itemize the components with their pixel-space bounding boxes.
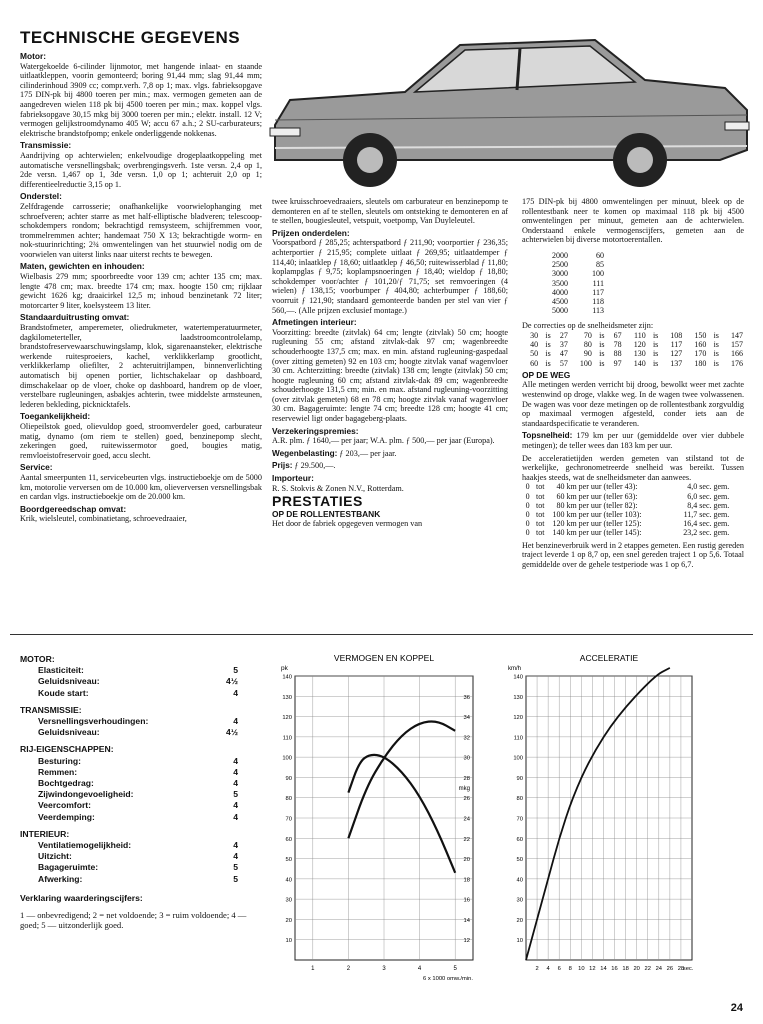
right-tick-label: 36 (463, 694, 470, 701)
table-cell: 108 (670, 330, 683, 340)
table-cell: 140 (552, 528, 565, 538)
y-tick-label: 120 (513, 715, 523, 722)
weg-text: Alle metingen werden verricht bij droog, bewolkt weer met zachte westenwind op droge, vlakke weg. In de wagen twee volwassenen. De wagen was voor deze metingen op de rollentestbank zorgvuldig op maximaal vermogen afgesteld, conder iets aan de standaardspecificatie te veranderen. (522, 380, 744, 428)
table-cell: 70 (583, 330, 592, 340)
table-cell: 120 (633, 340, 646, 350)
table-cell: 90 (583, 349, 592, 359)
table-cell: 117 (670, 340, 683, 350)
table-cell: 160 (694, 340, 707, 350)
left-tick-label: 60 (285, 836, 292, 843)
x-tick-label: 1 (311, 966, 315, 972)
rating-label: Veercomfort: (38, 800, 92, 811)
x-tick-label: 28 (677, 966, 685, 972)
table-cell: 130 (633, 349, 646, 359)
section-text: Voorspatbord ƒ 285,25; achterspatbord ƒ 211,90; voorportier ƒ 236,35; achterportier ƒ 215,95; complete uitlaat ƒ 269,95; uitlaatdemper ƒ 114,40; inlaatklep ƒ 18,60; uitlaatklep ƒ 46,50; ruitewisserblad ƒ 11,80; koplampglas ƒ 9,75; koplampsnoeringen ƒ 18,40; wieldop ƒ 18,80; schokdemper voor/achter ƒ 101,20/ƒ 71,75; set remvoeringen (4 wielen) ƒ 138,15; voorbumper ƒ 404,80; achterbumper ƒ 188,60; voorruit ƒ 121,90; standaard gemonteerde banden per stel van vier ƒ 560,—. (Alle prijzen exclusief montage.) (272, 238, 508, 315)
chart-title: VERMOGEN EN KOPPEL (333, 653, 435, 663)
table-row (522, 528, 744, 537)
table-cell: sec. gem. (699, 509, 730, 519)
table-cell: is (713, 349, 719, 359)
spec-column-2 (272, 197, 508, 632)
table-cell: is (545, 330, 551, 340)
rating-row (20, 767, 252, 778)
table-row (552, 260, 628, 269)
table-cell: 111 (592, 278, 604, 288)
rating-label: Versnellingsverhoudingen: (38, 716, 149, 727)
weg-heading: OP DE WEG (522, 369, 571, 380)
section-heading: Standaarduitrusting omvat: (20, 312, 130, 323)
x-tick-label: 10 (578, 966, 585, 972)
table-cell: 0 (525, 509, 530, 519)
acceleration-curve (526, 668, 670, 960)
rating-label: Bochtgedrag: (38, 778, 94, 789)
col2-section: Wegenbelasting: ƒ 203,— per jaar. (272, 448, 397, 458)
fuel-text: Het benzineverbruik werd in 2 etappes gemeten. Een rustig gereden traject leverde 1 op 8,7 op, een snel gereden traject 1 op 5,6. Totaal gemiddelde over de gehele testperiode was 1 op 6,7. (522, 540, 744, 569)
section-heading: Motor: (20, 52, 47, 61)
table-cell: 100 (552, 509, 565, 519)
table-cell: sec. gem. (699, 500, 730, 510)
table-cell: is (713, 330, 719, 340)
table-cell: 120 (552, 519, 565, 529)
table-cell: is (652, 349, 659, 359)
rating-value: 4½ (226, 676, 238, 687)
rating-label: Uitzicht: (38, 851, 72, 862)
table-cell: 4500 (552, 296, 568, 306)
table-cell: 157 (731, 340, 743, 350)
table-cell: 8,4 (687, 500, 698, 510)
table-cell: tot (536, 509, 545, 519)
table-cell: 40 (556, 482, 565, 492)
legend-text: 1 — onbevredigend; 2 = net voldoende; 3 = ruim voldoende; 4 — goed; 5 — uitzonderlijk goed. (20, 910, 247, 931)
rating-value: 4½ (226, 727, 238, 738)
table-row (552, 279, 628, 288)
x-tick-label: 18 (622, 966, 629, 972)
prestaties-text: Het door de fabriek opgegeven vermogen van (272, 519, 423, 529)
table-cell: km per uur (teller 63): (566, 491, 638, 501)
table-cell: 88 (613, 349, 622, 359)
table-row (522, 340, 744, 349)
left-tick-label: 40 (285, 877, 292, 884)
table-cell: 4,0 (687, 482, 698, 492)
table-row (522, 510, 744, 519)
table-cell: 3000 (552, 269, 568, 279)
table-row (552, 251, 628, 260)
table-cell: km per uur (teller 82): (566, 500, 638, 510)
car-photo (265, 20, 755, 195)
table-cell: is (599, 358, 605, 368)
table-cell: sec. gem. (699, 491, 730, 501)
table-cell: 78 (613, 340, 622, 350)
table-row (522, 482, 744, 491)
table-cell: 80 (556, 500, 565, 510)
table-cell: 2500 (552, 260, 568, 270)
table-cell: 16,4 (683, 519, 698, 529)
x-tick-label: 5 (453, 966, 457, 972)
legend-title: Verklaring waarderingscijfers: (20, 892, 143, 903)
section-heading: Importeur: (272, 473, 314, 484)
rating-row (20, 688, 252, 699)
correction-table (522, 331, 744, 368)
y-tick-label: 90 (516, 775, 523, 782)
right-tick-label: 24 (463, 816, 470, 823)
table-cell: 0 (525, 491, 530, 501)
y-tick-label: 60 (516, 836, 523, 843)
table-row (522, 519, 744, 528)
table-cell: tot (536, 519, 545, 529)
rating-group-heading: TRANSMISSIE: (20, 704, 82, 715)
left-tick-label: 20 (285, 917, 292, 924)
rating-row (20, 716, 252, 727)
section-text: Aantal smeerpunten 11, servicebeurten vlgs. instructieboekje om de 5000 km, motorolie verversen om de 10.000 km, olieverversen versnellingsbak en cardan vlgs. instructieboekje om de 20.000 km. (20, 472, 262, 502)
rating-value: 5 (233, 862, 238, 873)
rating-group-heading: RIJ-EIGENSCHAPPEN: (20, 744, 114, 755)
prestaties-subheading: OP DE ROLLENTESTBANK (272, 508, 381, 519)
x-tick-label: 8 (568, 966, 572, 972)
table-cell: 0 (525, 519, 530, 529)
x-tick-label: 14 (600, 966, 607, 972)
table-cell: km per uur (teller 103): (566, 509, 642, 519)
section-heading: Verzekeringspremies: (272, 425, 359, 436)
right-tick-label: 26 (463, 796, 470, 803)
table-cell: 180 (694, 358, 707, 368)
right-tick-label: 28 (463, 775, 470, 782)
top-speed-heading: Topsnelheid: (522, 431, 573, 441)
table-cell: 117 (592, 287, 604, 297)
table-cell: 60 (556, 491, 565, 501)
table-row (552, 269, 628, 278)
table-cell: 0 (525, 482, 530, 492)
right-tick-label: 16 (463, 897, 470, 904)
rating-value: 5 (233, 789, 238, 800)
rating-label: Bagageruimte: (38, 862, 99, 873)
rating-value: 4 (233, 811, 238, 822)
rating-label: Veerdemping: (38, 811, 95, 822)
rating-value: 4 (233, 755, 238, 766)
table-cell: is (545, 349, 551, 359)
rating-value: 5 (233, 665, 238, 676)
table-cell: is (599, 330, 605, 340)
table-cell: tot (536, 482, 545, 492)
ratings-panel (20, 648, 252, 930)
rating-row (20, 851, 252, 862)
table-row (522, 501, 744, 510)
rating-value: 4 (233, 800, 238, 811)
table-cell: 37 (559, 340, 568, 350)
rating-row (20, 874, 252, 885)
section-heading: Toegankelijkheid: (20, 411, 91, 422)
left-axis-label: pk (281, 665, 288, 672)
power-table (552, 251, 628, 315)
x-tick-label: 2 (535, 966, 539, 972)
y-tick-label: 70 (516, 816, 523, 823)
section-text: twee kruisschroevedraaiers, sleutels om carburateur en benzinepomp te demonteren en af te stellen, sleutels om ontsteking te demonteren en af te stellen, bougiesleutel, vetspuit, voetpomp, Van Duyleleutel. (272, 197, 508, 226)
table-cell: 80 (583, 340, 592, 350)
rating-value: 4 (233, 766, 238, 777)
rating-label: Geluidsniveau: (38, 676, 100, 687)
table-cell: tot (536, 491, 545, 501)
dyno-intro: 175 DIN-pk bij 4800 omwentelingen per minuut, bleek op de rollentestbank neer te komen op maximaal 118 pk bij 4500 omwentelingen per minuut, gemeten aan de achterwielen. Onderstaand enkele vermogenscijfers, gemeten aan de achterwielen bij diverse motortoerentallen. (522, 197, 744, 245)
table-cell: 113 (592, 306, 604, 316)
section-heading: Transmissie: (20, 140, 72, 151)
y-tick-label: 110 (513, 735, 523, 742)
prestaties-heading: PRESTATIES (272, 493, 363, 510)
section-text: Krik, wielsleutel, combinatietang, schroevedraaier, (20, 514, 187, 524)
table-cell: km per uur (teller 125): (566, 519, 642, 529)
table-cell: 5000 (552, 306, 568, 316)
chart-title: ACCELERATIE (579, 653, 639, 663)
table-cell: 176 (731, 358, 743, 368)
x-tick-label: 20 (633, 966, 640, 972)
table-cell: 60 (596, 250, 604, 260)
table-row (552, 288, 628, 297)
table-cell: tot (536, 528, 545, 538)
left-tick-label: 140 (282, 674, 292, 681)
right-tick-label: 30 (463, 755, 470, 762)
y-tick-label: 20 (516, 917, 523, 924)
table-row (522, 349, 744, 358)
left-tick-label: 80 (285, 796, 292, 803)
y-tick-label: 30 (516, 897, 523, 904)
table-cell: 137 (670, 358, 683, 368)
x-tick-label: 26 (666, 966, 674, 972)
table-cell: 127 (670, 349, 683, 359)
x-tick-label: 22 (644, 966, 651, 972)
y-tick-label: 10 (516, 938, 523, 945)
rating-label: Remmen: (38, 766, 78, 777)
table-cell: 47 (559, 349, 568, 359)
left-tick-label: 10 (285, 938, 292, 945)
table-cell: sec. gem. (699, 482, 730, 492)
table-cell: km per uur (teller 43): (566, 482, 638, 492)
rating-value: 4 (233, 840, 238, 851)
table-cell: is (599, 340, 605, 350)
x-tick-label: 12 (589, 966, 596, 972)
rating-label: Besturing: (38, 755, 81, 766)
rating-group-heading: MOTOR: (20, 654, 55, 664)
col2-section: Prijs: ƒ 29.500,—. (272, 461, 336, 471)
table-cell: is (713, 358, 719, 368)
table-cell: 40 (530, 340, 539, 350)
rating-row (20, 778, 252, 789)
table-cell: 170 (694, 349, 707, 359)
y-tick-label: 130 (513, 694, 523, 701)
rating-label: Afwerking: (38, 873, 83, 884)
power-curve (348, 721, 455, 838)
rating-value: 5 (233, 873, 238, 884)
rating-value: 4 (233, 716, 238, 727)
table-cell: 60 (530, 358, 539, 368)
rating-row (20, 840, 252, 851)
section-text: Zelfdragende carrosserie; onafhankelijke voorwielophanging met schroefveren; achter starre as met half-elliptische bladveren; telescoop-schokdempers rondom; bekrachtigd remsysteem, schijfremmen voor, trommelremmen achter; handemaat 750 X 13; bekrachtigde worm- en nok-stuurinrichting; 2¾ omwentelingen van het stuurwiel nodig om de voorwielen van uiterst links naar uiterst rechts te bewegen. (20, 201, 262, 259)
left-tick-label: 100 (282, 755, 292, 762)
table-cell: 110 (633, 330, 646, 340)
table-cell: 85 (596, 260, 604, 270)
table-cell: 4000 (552, 287, 568, 297)
table-cell: 0 (525, 528, 530, 538)
table-cell: 150 (694, 330, 707, 340)
x-tick-label: 4 (546, 966, 550, 972)
table-cell: sec. gem. (699, 519, 730, 529)
table-cell: 6,0 (687, 491, 698, 501)
rating-row (20, 665, 252, 676)
x-axis-label: sec. (682, 966, 694, 972)
section-heading: Service: (20, 462, 53, 473)
power-torque-chart (255, 648, 510, 988)
left-tick-label: 90 (285, 775, 292, 782)
torque-curve (348, 755, 455, 873)
y-tick-label: 50 (516, 857, 523, 864)
rating-row (20, 862, 252, 873)
left-tick-label: 70 (285, 816, 292, 823)
right-tick-label: 18 (463, 877, 470, 884)
y-tick-label: 140 (513, 674, 523, 681)
table-cell: 50 (530, 349, 539, 359)
section-text: Watergekoelde 6-cilinder lijnmotor, met hangende inlaat- en staande uitlaatkleppen, voorin gemonteerd; boring 91,44 mm; slag 91,44 mm; cilinderinhoud 3909 cc; compr.verh. 7,8 op 1; max. vlgs. fabrieksopgave 175 DIN-pk bij 4800 toeren per min.; max. vermogen gemeten aan de aangedreven wielen 118 pk bij 4500 toeren per min.; max. koppel vlgs. fabrieksopgave 30,15 mkg bij 3000 toeren per min.; elektr. install. 12 V; vermogen gelijkstroomdynamo 405 W; accu 67 a.h.; 2 SU-carburateurs; elektrische brandstofpomp; enkele onderliggende nokkenas. (20, 61, 262, 138)
right-tick-label: 14 (463, 917, 470, 924)
y-tick-label: 40 (516, 877, 523, 884)
rating-label: Elasticiteit: (38, 665, 84, 676)
table-cell: 166 (731, 349, 743, 359)
section-text: Oliepeilstok goed, olievuldop goed, stroomverdeler goed, carburateur matig, dynamo (om riem te stellen) goed, benzinepomp slecht, zekeringen goed, ruitewissermotor goed, bougies matig, remvloeistofreservoir goed, accu slecht. (20, 421, 262, 460)
acceleration-chart (502, 648, 732, 988)
page-title: TECHNISCHE GEGEVENS (20, 28, 241, 47)
table-cell: is (652, 358, 659, 368)
section-text: R. S. Stokvis & Zonen N.V., Rotterdam. (272, 483, 404, 493)
y-axis-label: km/h (508, 666, 522, 672)
table-cell: 0 (525, 500, 530, 510)
rating-value: 4 (233, 687, 238, 698)
table-cell: 3500 (552, 278, 568, 288)
section-heading: Prijs: (272, 461, 293, 471)
table-cell: is (545, 340, 551, 350)
table-cell: is (545, 358, 551, 368)
table-cell: 27 (559, 330, 568, 340)
rating-row (20, 727, 252, 738)
table-row (522, 359, 744, 368)
table-cell: is (652, 330, 659, 340)
section-heading: Boordgereedschap omvat: (20, 503, 127, 514)
rating-row (20, 676, 252, 687)
acceleration-text: De acceleratietijden werden gemeten van stilstand tot de werkelijke, gechronometreerde snelheid was bereikt. Tussen haakjes steeds, wat de snelheidsmeter dan aanwees. (522, 453, 744, 482)
left-tick-label: 30 (285, 897, 292, 904)
section-text: A.R. plm. ƒ 1640,— per jaar; W.A. plm. ƒ 500,— per jaar (Europa). (272, 436, 495, 446)
rating-label: Ventilatiemogelijkheid: (38, 840, 132, 851)
rating-row (20, 789, 252, 800)
rating-value: 4 (233, 778, 238, 789)
table-cell: is (599, 349, 605, 359)
table-cell: 11,7 (683, 509, 698, 519)
correction-title: De correcties op de snelheidsmeter zijn: (522, 321, 654, 331)
x-tick-label: 6 (557, 966, 561, 972)
right-tick-label: 34 (463, 715, 470, 722)
x-tick-label: 24 (655, 966, 663, 972)
table-cell: 57 (559, 358, 568, 368)
left-tick-label: 50 (285, 857, 292, 864)
section-heading: Wegenbelasting: (272, 448, 338, 458)
rating-label: Zijwindongevoeligheid: (38, 789, 134, 800)
table-row (522, 492, 744, 501)
table-row (552, 297, 628, 306)
acceleration-table (522, 482, 744, 537)
spec-column-1 (20, 52, 262, 632)
section-text: Wielbasis 279 mm; spoorbreedte voor 139 cm; achter 135 cm; max. lengte 478 cm; max. breedte 174 cm; max. hoogte 150 cm; rijklaar gewicht 1626 kg; draaicirkel 12,5 m; inhoud benzinetank 72 liter; motorcarter 9 liter, koelsysteem 13 liter. (20, 272, 262, 310)
rating-label: Geluidsniveau: (38, 727, 100, 738)
section-divider (10, 634, 753, 635)
rating-row (20, 812, 252, 823)
right-tick-label: 20 (463, 857, 470, 864)
table-cell: 67 (613, 330, 622, 340)
section-heading: Prijzen onderdelen: (272, 227, 350, 238)
section-text: Brandstofmeter, amperemeter, oliedrukmeter, watertemperatuurmeter, dagkilometerteller, laadstroomcontrolelamp, brandstofreservewaarschuwingslamp, klok, sigarenaansteker, elektrische werkende ruitesproeiers, kachel, verklikkerlamp grootlicht, verklikkerlamp oliefilter, 2 achteruitrijlampen, binnenverlichting automatisch bij openen portier, lichtschakelaar op dashboard, dimschakelaar op de vloer, choke op dashboard, handrem op de vloer, verstelbare rugleuningen, asbakjes achterin, twee middelste armsteunen, lederen bekleding, picknicktafels. (20, 323, 262, 409)
rating-group-heading: INTERIEUR: (20, 828, 70, 839)
x-tick-label: 4 (417, 966, 422, 972)
table-cell: 30 (530, 330, 539, 340)
rating-row (20, 756, 252, 767)
table-row (522, 331, 744, 340)
x-tick-label: 3 (382, 966, 386, 972)
table-cell: km per uur (teller 145): (566, 528, 642, 538)
table-cell: 147 (731, 330, 743, 340)
section-text: Aandrijving op achterwielen; enkelvoudige drogeplaatkoppeling met automatische versnellingsbak; overbrengingsverh. 1ste versn. 2,4 op 1, 2de versn. 1,467 op 1, 3de versn. 1,0 op 1; achteruit 2,0 op 1; differentieelreductie 3,15 op 1. (20, 150, 262, 189)
left-tick-label: 130 (282, 694, 292, 701)
table-cell: is (713, 340, 719, 350)
section-text: Voorzitting: breedte (zitvlak) 64 cm; lengte (zitvlak) 50 cm; hoogte rugleuning 55 cm; afstand zitvlak-dak 97 cm; wagenbreedte schouderhoogte 137,5 cm; max. en min. afstand rugleuning-gaspedaal (over zitting gemeten) 92 en 103 cm; hoogte zitvlak vanaf wagenvloer 30 cm. Achterzitting: breedte (zitvlak) 138 cm; lengte (zitvlak) 50 cm; hoogte rugleuning 60 cm; afstand zitvlak-dak 89 cm; wagenbreedte schouderhoogte 131,5 cm; min. en max. afstand rugleuning-voorzitting (over zitvlak gemeten) 68 en 78 cm; hoogte zitvlak vanaf wagenvloer 30 cm. Bagageruimte: lengte 74 cm; breedte 128 cm; hoogte 41 cm; reservewiel ligt onder bagageberg-plaats. (272, 327, 508, 424)
section-heading: Onderstel: (20, 191, 62, 202)
top-speed: Topsnelheid: 179 km per uur (gemiddelde over vier dubbele metingen); de teller wees dan 183 km per uur. (522, 431, 744, 450)
page-number: 24 (730, 1002, 743, 1014)
table-cell: 100 (579, 358, 592, 368)
section-heading: Afmetingen interieur: (272, 317, 357, 328)
right-tick-label: 32 (463, 735, 470, 742)
left-tick-label: 110 (282, 735, 292, 742)
table-cell: 140 (633, 358, 646, 368)
left-tick-label: 120 (282, 715, 292, 722)
table-cell: 23,2 (683, 528, 698, 538)
rating-row (20, 800, 252, 811)
table-cell: sec. gem. (699, 528, 730, 538)
x-tick-label: 16 (611, 966, 618, 972)
section-heading: Maten, gewichten en inhouden: (20, 261, 145, 272)
table-cell: 100 (592, 269, 604, 279)
table-cell: 118 (592, 296, 604, 306)
rating-label: Koude start: (38, 687, 89, 698)
right-axis-label: mkg (458, 786, 470, 793)
table-row (552, 306, 628, 315)
right-tick-label: 22 (463, 836, 470, 843)
rating-value: 4 (233, 851, 238, 862)
x-tick-label: 2 (346, 966, 351, 972)
table-cell: 2000 (552, 250, 568, 260)
spec-column-3 (522, 197, 744, 632)
table-cell: tot (536, 500, 545, 510)
x-axis-label: 6 x 1000 omw./min. (423, 976, 473, 982)
y-tick-label: 80 (516, 796, 523, 803)
table-cell: 97 (613, 358, 622, 368)
table-cell: is (652, 340, 659, 350)
right-tick-label: 12 (463, 938, 470, 945)
y-tick-label: 100 (513, 755, 523, 762)
